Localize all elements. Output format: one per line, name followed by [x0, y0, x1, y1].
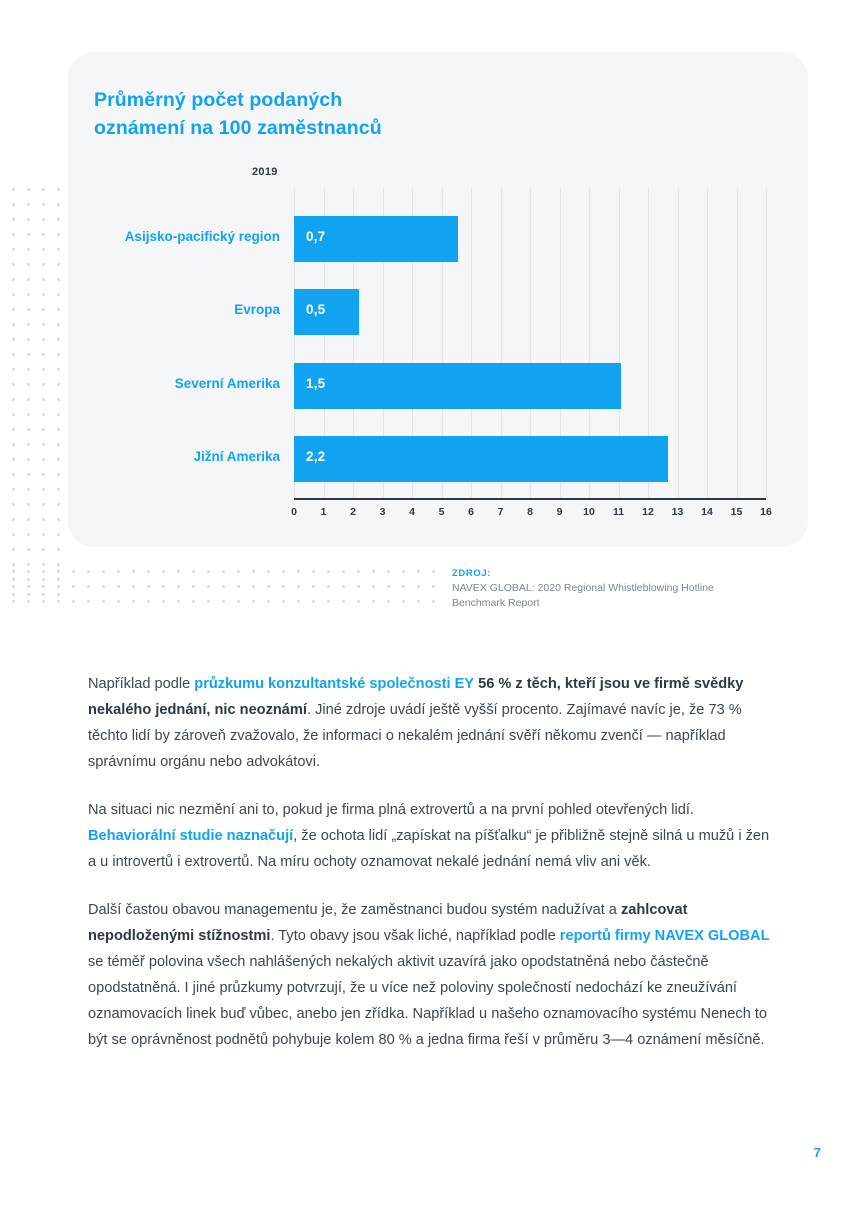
chart-category-label: Evropa: [234, 302, 280, 317]
chart-x-tick-label: 5: [438, 506, 445, 518]
chart-bar: [294, 289, 359, 335]
p1-text-c: . Jiné zdroje uvádí ještě vyšší procento. Zajímavé navíc je, že 73 % těchto lidí by zároveň zvažovalo, že informaci o nekalém jednání svěří někomu zvenčí — například správnímu orgánu nebo advokátovi.: [88, 701, 742, 770]
p3-text-b: . Tyto obavy jsou však liché, například podle: [270, 927, 560, 944]
chart-x-tick-label: 3: [379, 506, 386, 518]
chart-bar-row: [124, 216, 766, 262]
decorative-dot-grid-bottom: [12, 570, 442, 606]
chart-x-tick-labels: [291, 506, 772, 522]
p2-text-b: , že ochota lidí „zapískat na píšťalku“ je přibližně stejně silná u mužů i žen a u introvertů i extrovertů. Na míru ochoty oznamovat nekalé jednání nemá vliv ani věk.: [88, 827, 770, 870]
p3-text-a: Další častou obavou managementu je, že zaměstnanci budou systém nadužívat a: [88, 901, 621, 918]
chart-x-tick-label: 6: [468, 506, 474, 518]
chart-title-line2: oznámení na 100 zaměstnanců: [94, 117, 382, 140]
p2-link-studies[interactable]: Behaviorální studie naznačují: [88, 827, 294, 844]
source-line-1: NAVEX GLOBAL: 2020 Regional Whistleblowing Hotline: [452, 582, 714, 594]
chart-x-axis: [294, 498, 766, 500]
decorative-dot-grid-left: [12, 188, 58, 606]
chart-x-tick-label: 15: [730, 506, 743, 518]
chart-bar-value-label: 0,7: [306, 229, 326, 244]
body-content: [88, 672, 778, 1054]
chart-bar-row: [234, 289, 766, 335]
chart-x-tick-label: 0: [291, 506, 297, 518]
p1-bold: 56 % z těch, kteří jsou ve firmě svědky nekalého jednání, nic neoznámí: [88, 676, 744, 718]
p3-link-navex[interactable]: reportů firmy NAVEX GLOBAL: [559, 927, 770, 944]
chart-x-tick-label: 1: [320, 506, 327, 518]
chart-title-line1: Průměrný počet podaných: [94, 89, 343, 111]
chart-bar-value-label: 2,2: [306, 449, 326, 464]
chart-x-tick-label: 13: [671, 506, 684, 518]
chart-x-tick-label: 11: [612, 506, 625, 518]
paragraph-1: [88, 672, 778, 776]
p3-bold-1: zahlcovat nepodloženými stížnostmi: [88, 901, 688, 944]
chart-bar-row: [193, 436, 766, 482]
chart-bar-value-label: 0,5: [306, 302, 326, 317]
chart-x-tick-label: 8: [527, 506, 533, 518]
chart-bar: [294, 363, 621, 409]
chart-category-label: Jižní Amerika: [193, 449, 280, 464]
source-line-2: Benchmark Report: [452, 596, 540, 609]
chart-category-label: Asijsko-pacifický region: [124, 229, 280, 244]
chart-bar: [294, 216, 458, 262]
paragraph-3: [88, 898, 778, 1054]
paragraph-2: [88, 798, 778, 876]
chart-x-tick-label: 9: [556, 506, 563, 518]
chart-source: [452, 568, 782, 611]
chart-bar: [294, 436, 668, 482]
chart-plot-area: [124, 166, 772, 518]
chart-series-label: 2019: [252, 166, 278, 178]
source-label: ZDROJ:: [452, 568, 491, 579]
p1-link-ey[interactable]: průzkumu konzultantské společnosti EY: [194, 676, 475, 692]
chart-x-tick-label: 16: [760, 506, 772, 518]
chart-gridline: [766, 188, 767, 498]
chart-x-tick-label: 14: [701, 506, 713, 518]
chart-title: [94, 86, 654, 143]
chart-x-tick-label: 2: [350, 506, 356, 518]
chart-bar-value-label: 1,5: [306, 376, 326, 391]
chart-card: [68, 52, 808, 547]
page-number: 7: [813, 1145, 821, 1160]
chart-x-tick-label: 12: [642, 506, 654, 518]
chart-bar-row: [174, 363, 766, 409]
chart-x-tick-label: 10: [583, 506, 595, 518]
chart-x-tick-label: 4: [409, 506, 415, 518]
chart-category-label: Severní Amerika: [174, 376, 280, 391]
chart-x-tick-label: 7: [497, 506, 504, 518]
p3-text-c: se téměř polovina všech nahlášených nekalých aktivit uzavírá jako opodstatněná nebo částečně opodstatněná. I jiné průzkumy potvrzují, že u více než poloviny společností nedochází ke zneužívání oznamovacích linek buď vůbec, anebo jen zřídka. Například u našeho oznamovacího systému Nenech to být se oprávněnost podnětů pohybuje kolem 80 % a jedna firma řeší v průměru 3—4 oznámení měsíčně.: [88, 953, 768, 1048]
p2-text-a: Na situaci nic nezmění ani to, pokud je firma plná extrovertů a na první pohled otevřených lidí.: [88, 801, 694, 818]
p1-text-a: Například podle: [88, 676, 195, 692]
